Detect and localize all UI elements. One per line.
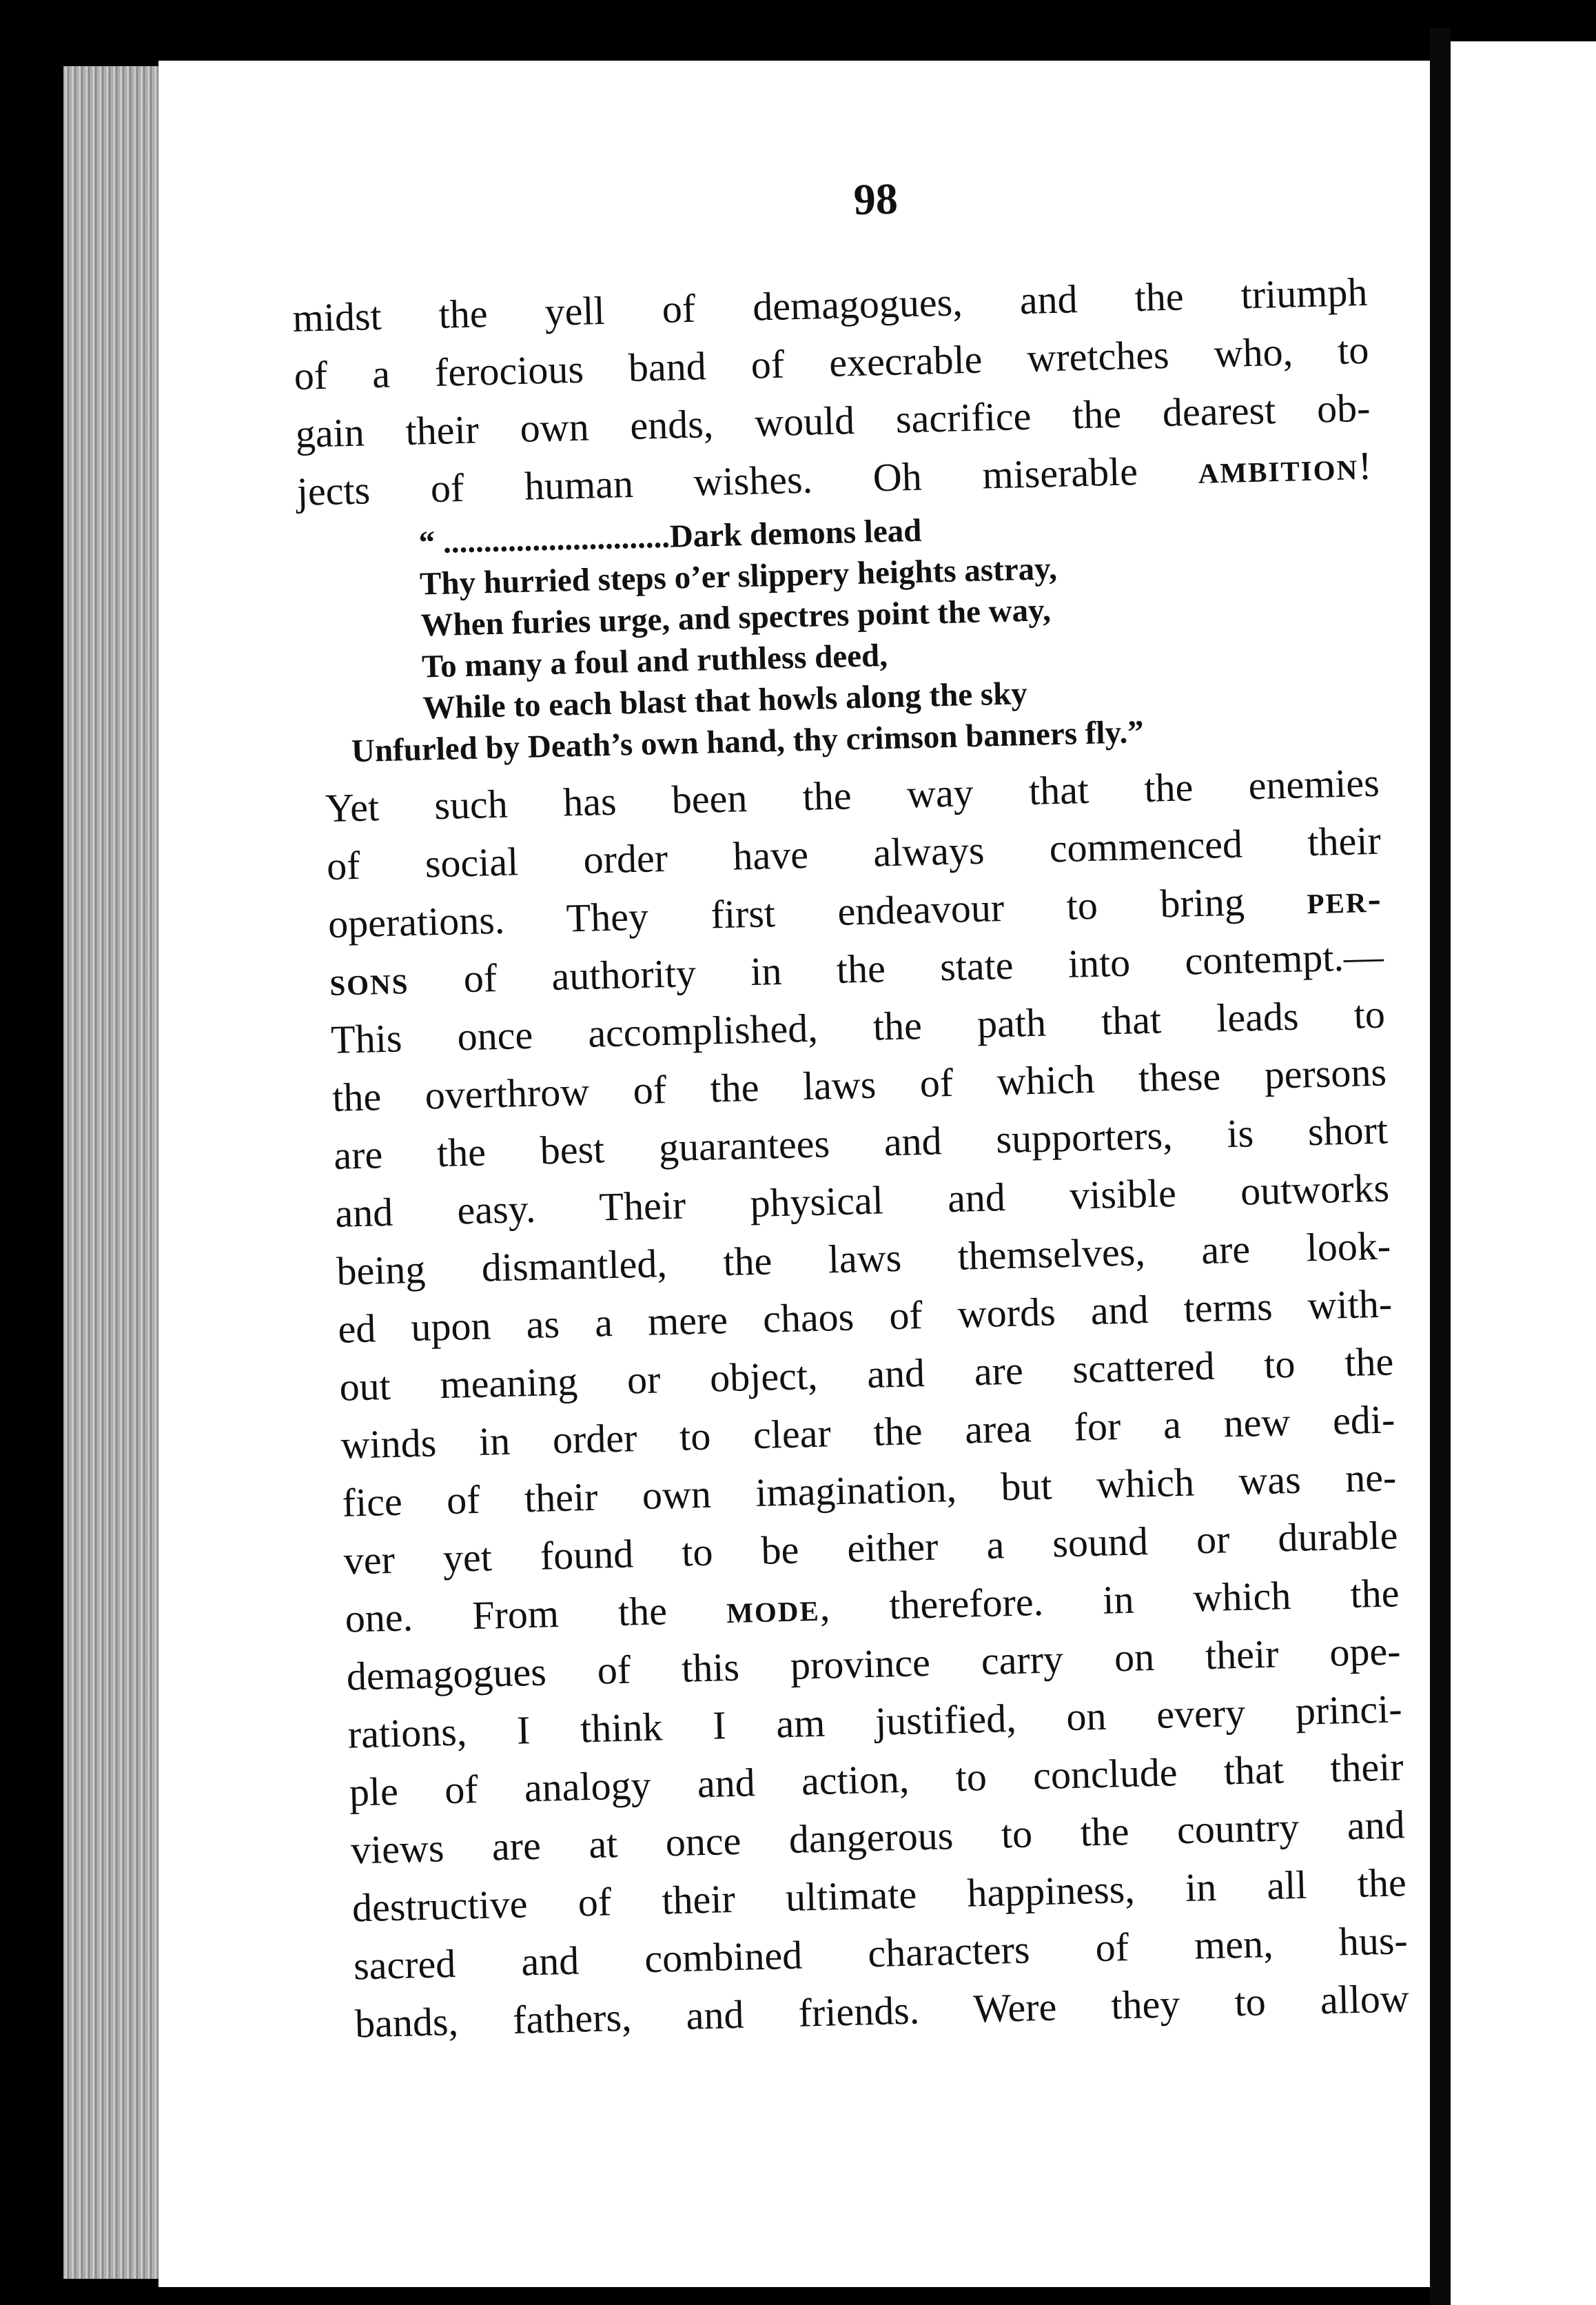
paragraph-continued	[292, 263, 1373, 521]
text-line: Yet such has been the way that the enemies	[325, 760, 1380, 831]
emphasis-mode: mode	[726, 1584, 821, 1632]
text-fragment: operations. They first endeavour to bring	[327, 879, 1245, 946]
text-line: ed upon as a mere chaos of words and terms with-	[337, 1281, 1393, 1352]
quoted-verse	[298, 499, 1378, 773]
text-fragment: , therefore. in which the	[819, 1570, 1400, 1629]
text-line: This once accomplished, the path that leads to	[330, 991, 1386, 1062]
text-line: are the best guarantees and supporters, is short	[333, 1107, 1389, 1178]
text-line: the overthrow of the laws of which these persons	[331, 1049, 1387, 1120]
text-fragment: of authority in the state into contempt.—	[462, 933, 1384, 1002]
text-line: out meaning or object, and are scattered to the	[338, 1339, 1394, 1410]
text-line: being dismantled, the laws themselves, are look-	[336, 1223, 1391, 1294]
page-number: 98	[852, 174, 899, 224]
page-text	[289, 160, 1410, 2053]
verse-line: Thy hurried steps o’er slippery heights astray,	[419, 550, 1058, 602]
verse-line: “ ............................Dark demons lead	[418, 512, 922, 561]
verse-line: While to each blast that howls along the sky	[422, 676, 1028, 727]
text-line: gain their own ends, would sacrifice the dearest ob-	[294, 385, 1371, 456]
text-line: views are at once dangerous to the country and	[350, 1802, 1406, 1873]
text-line: demagogues of this province carry on their ope-	[346, 1628, 1402, 1699]
verse-line: Unfurled by Death’s own hand, thy crimson banners fly.”	[351, 713, 1145, 770]
text-line: midst the yell of demagogues, and the triumph	[291, 269, 1369, 341]
book-gutter	[1430, 28, 1451, 2305]
text-line: sacred and combined characters of men, hus-	[353, 1918, 1409, 1989]
text-line: destructive of their ultimate happiness, in all the	[351, 1860, 1407, 1931]
text-line: fice of their own imagination, but which was ne-	[341, 1454, 1398, 1525]
exclamation: !	[1358, 443, 1373, 489]
verse-line: To many a foul and ruthless deed,	[421, 638, 888, 685]
emphasis-persons-end: sons	[329, 957, 410, 1004]
emphasis-persons-start: per-	[1306, 875, 1383, 923]
text-line: ver yet found to be either a sound or durable	[342, 1512, 1399, 1583]
text-fragment: jects of human wishes. Oh miserable	[296, 449, 1138, 514]
text-line: winds in order to clear the area for a new edi-	[340, 1397, 1395, 1468]
text-line: ple of analogy and action, to conclude that their	[349, 1744, 1404, 1815]
paragraph-main	[304, 754, 1410, 2054]
verse-line: When furies urge, and spectres point the way,	[420, 592, 1052, 644]
text-fragment: one. From the	[345, 1588, 668, 1641]
text-line: bands, fathers, and friends. Were they to allow	[354, 1976, 1410, 2047]
emphasis-ambition: ambition	[1197, 443, 1359, 492]
text-line: of a ferocious band of execrable wretches who, to	[293, 327, 1370, 398]
page-stack-edge	[63, 66, 167, 2279]
text-line: rations, I think I am justified, on every princi-	[347, 1686, 1403, 1757]
text-line: of social order have always commenced their	[326, 818, 1382, 889]
text-line: and easy. Their physical and visible outworks	[334, 1165, 1390, 1236]
facing-page-edge	[1451, 41, 1596, 2305]
